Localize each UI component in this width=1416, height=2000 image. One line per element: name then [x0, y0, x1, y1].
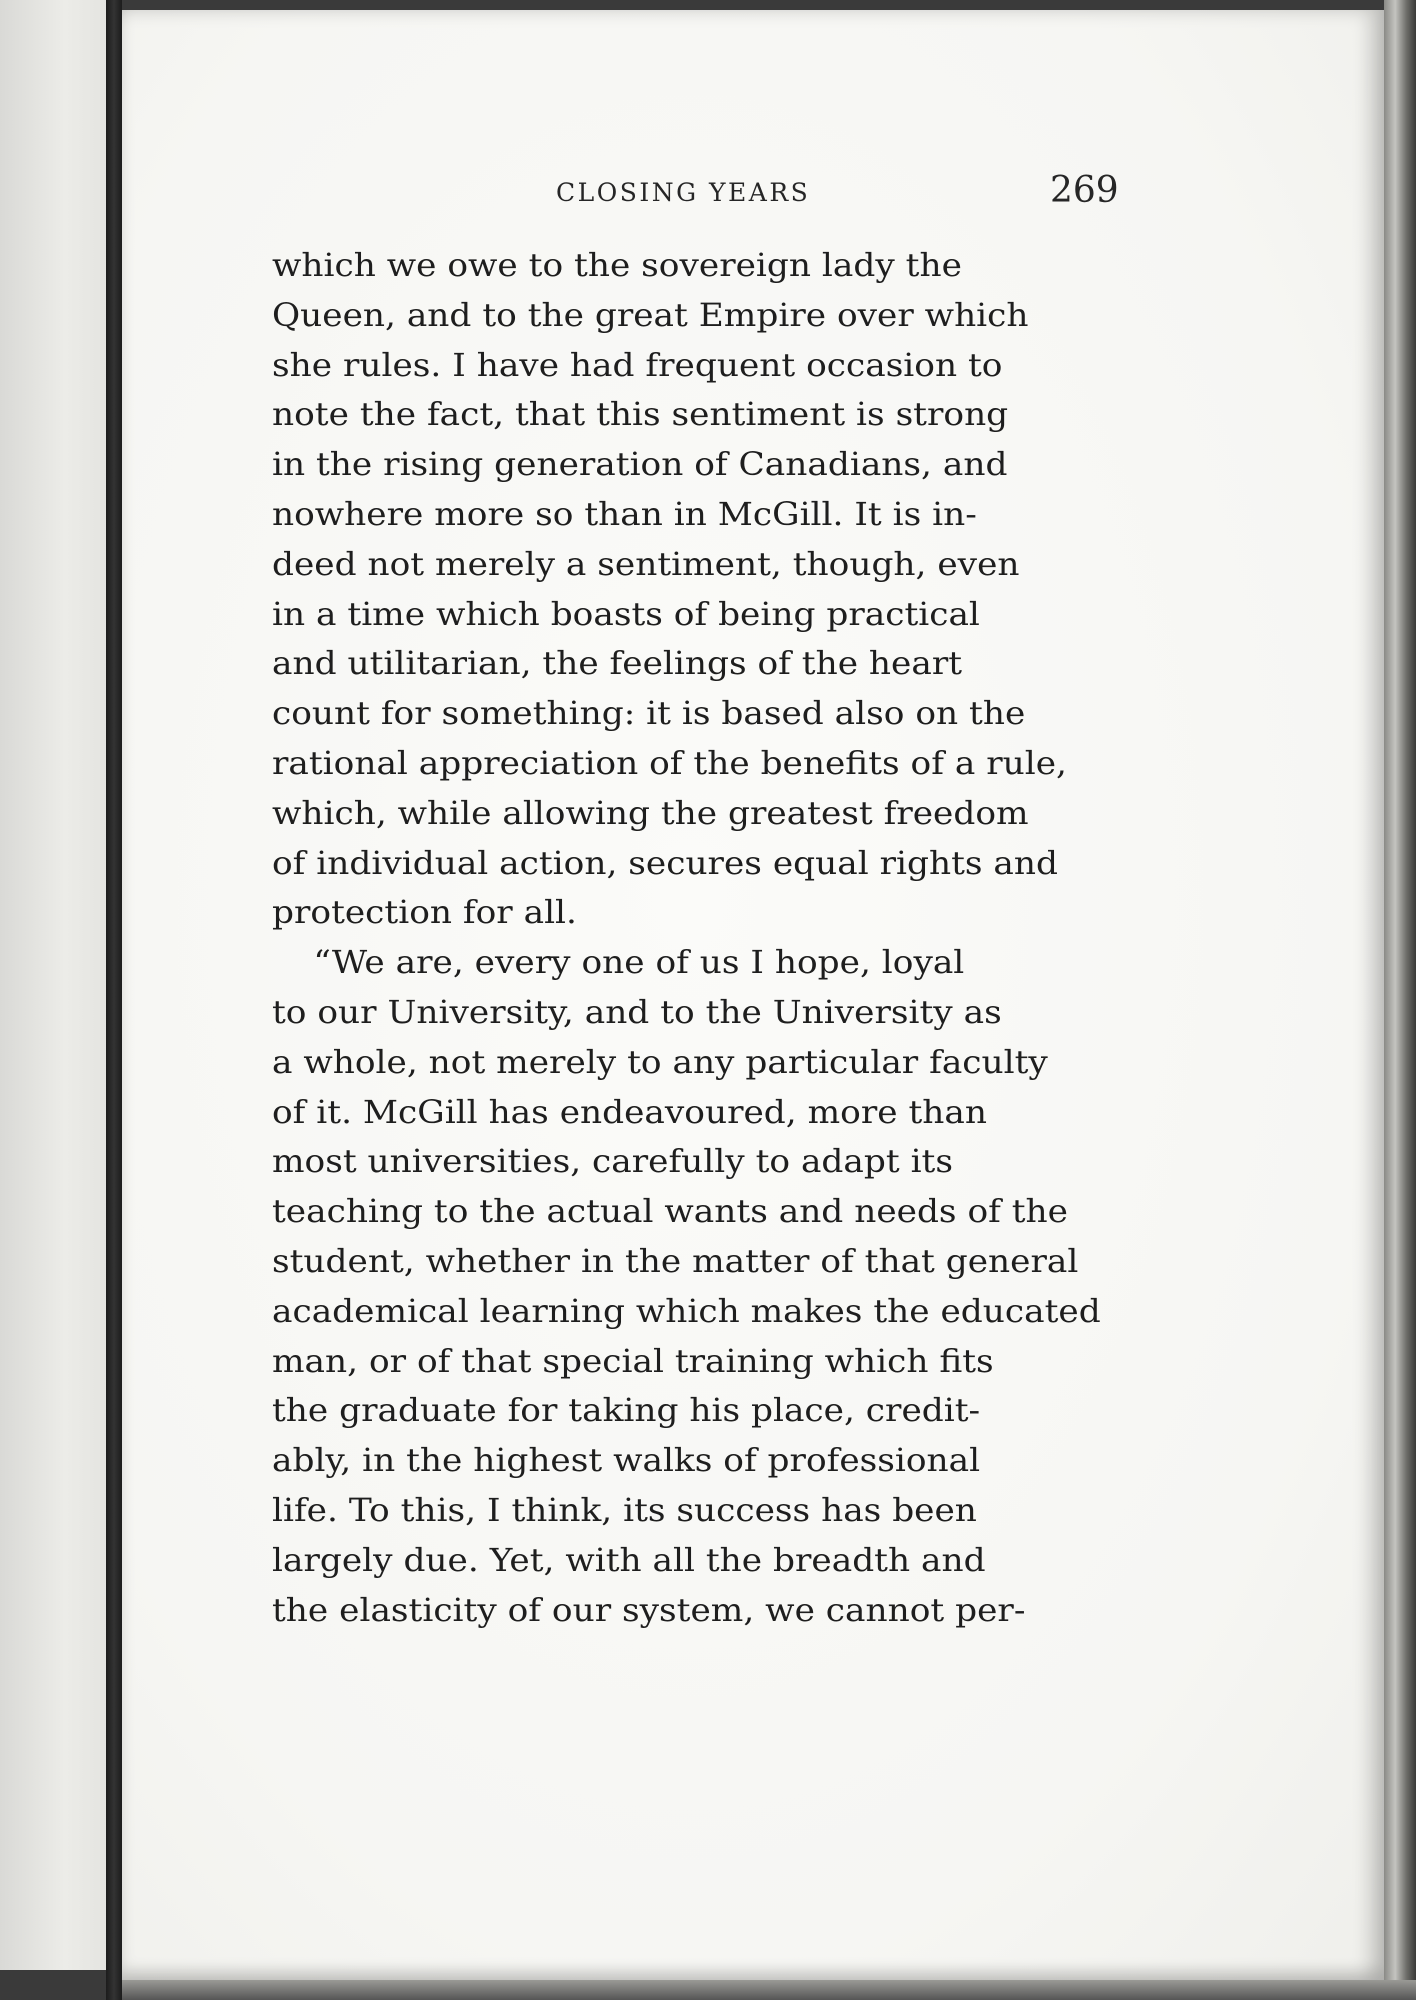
- page-number: 269: [1050, 170, 1119, 211]
- text-line: a whole, not merely to any particular faculty: [272, 1044, 1048, 1081]
- running-head-title: CLOSING YEARS: [556, 178, 811, 207]
- text-line: “We are, every one of us I hope, loyal: [313, 945, 965, 982]
- body-text: [272, 242, 1101, 1636]
- text-line: ably, in the highest walks of professional: [272, 1443, 981, 1480]
- text-line: rational appreciation of the benefits of a rule,: [272, 745, 1067, 782]
- text-line: to our University, and to the University as: [272, 994, 1002, 1031]
- text-line: man, or of that special training which fits: [272, 1343, 994, 1380]
- right-page-edges: [1384, 0, 1416, 2000]
- text-line: in a time which boasts of being practical: [272, 596, 980, 633]
- bottom-page-edge: [122, 1980, 1416, 2000]
- text-line: she rules. I have had frequent occasion to: [272, 347, 1003, 384]
- text-line: life. To this, I think, its success has been: [272, 1492, 977, 1529]
- text-line: teaching to the actual wants and needs of the: [272, 1194, 1069, 1231]
- text-line: most universities, carefully to adapt its: [272, 1144, 953, 1181]
- text-line: the graduate for taking his place, credit-: [272, 1393, 981, 1430]
- text-line: deed not merely a sentiment, though, even: [272, 546, 1020, 583]
- text-line: the elasticity of our system, we cannot per-: [272, 1592, 1026, 1629]
- text-line: count for something: it is based also on the: [272, 696, 1026, 733]
- text-line: Queen, and to the great Empire over which: [272, 297, 1029, 334]
- text-line: protection for all.: [272, 895, 577, 932]
- text-line: of it. McGill has endeavoured, more than: [272, 1094, 987, 1131]
- text-line: academical learning which makes the educated: [272, 1293, 1101, 1330]
- text-line: which we owe to the sovereign lady the: [272, 248, 962, 284]
- text-line: and utilitarian, the feelings of the heart: [272, 646, 963, 683]
- left-page-edge: [0, 0, 108, 1970]
- text-line: largely due. Yet, with all the breadth and: [272, 1542, 986, 1579]
- paragraph-1: [272, 242, 1067, 939]
- text-line: of individual action, secures equal rights and: [272, 845, 1058, 882]
- text-line: nowhere more so than in McGill. It is in-: [272, 496, 977, 533]
- paragraph-2: [272, 939, 1101, 1636]
- text-line: which, while allowing the greatest freedom: [272, 795, 1029, 832]
- book-page: [122, 10, 1384, 1980]
- running-head: [122, 170, 1384, 220]
- book-gutter: [106, 0, 122, 2000]
- text-line: in the rising generation of Canadians, and: [272, 447, 1008, 484]
- text-line: note the fact, that this sentiment is strong: [272, 397, 1009, 434]
- text-line: student, whether in the matter of that general: [272, 1243, 1079, 1280]
